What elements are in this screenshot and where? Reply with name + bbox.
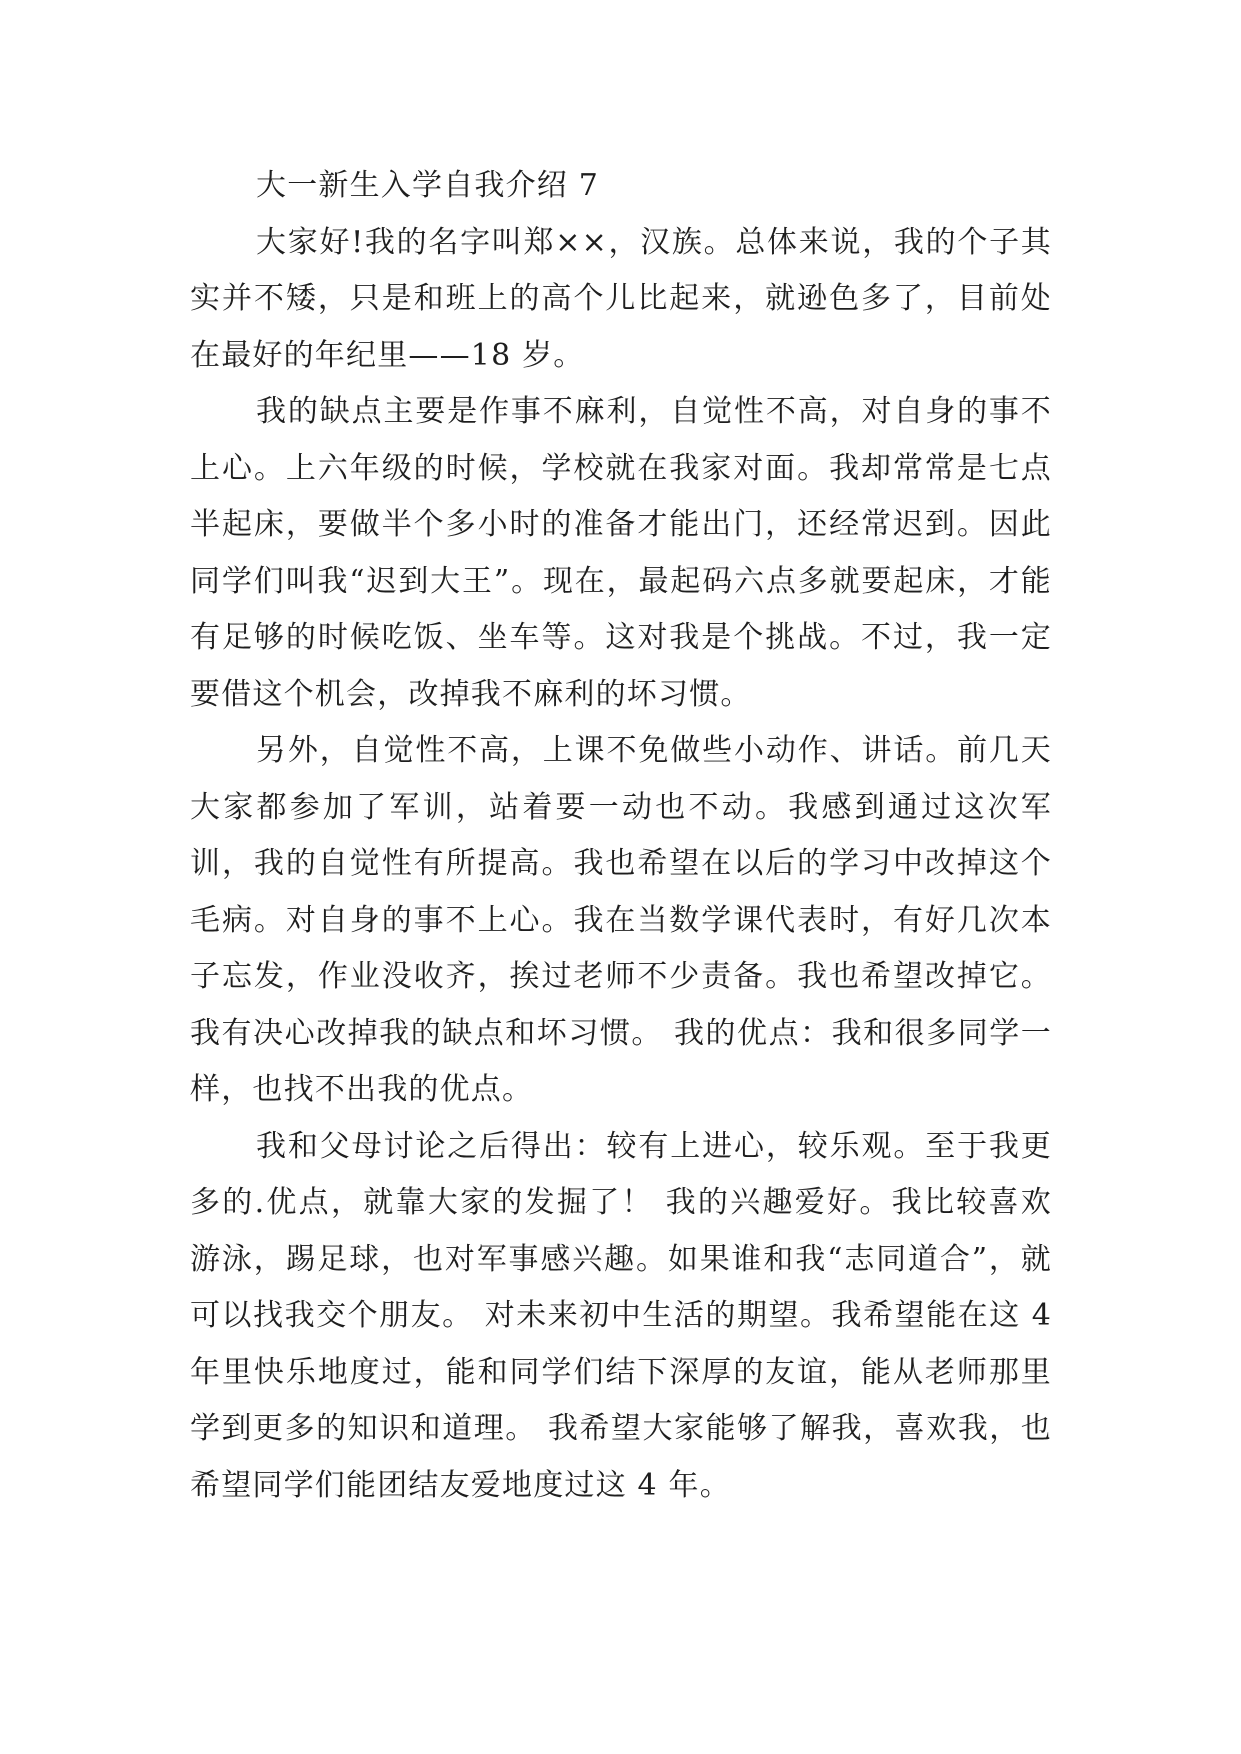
document-title: 大一新生入学自我介绍 7 xyxy=(256,168,600,203)
paragraph-strengths-hobbies: 我和父母讨论之后得出：较有上进心，较乐观。至于我更多的.优点，就靠大家的发掘了！ 我的兴趣爱好。我比较喜欢游泳，踢足球，也对军事感兴趣。如果谁和我“志同道合”，就可以找我交个朋友。 对未来初中生活的期望。我希望能在这 4 年里快乐地度过，能和同学们结下深厚的友谊，能从老师那里学到更多的知识和道理。 我希望大家能够了解我，喜欢我，也希望同学们能团结友爱地度过这 4 年。 xyxy=(190,1128,1052,1503)
document-body xyxy=(190,158,1052,1514)
paragraph-self-discipline: 另外，自觉性不高，上课不免做些小动作、讲话。前几天大家都参加了军训，站着要一动也不动。我感到通过这次军训，我的自觉性有所提高。我也希望在以后的学习中改掉这个毛病。对自身的事不上心。我在当数学课代表时，有好几次本子忘发，作业没收齐，挨过老师不少责备。我也希望改掉它。我有决心改掉我的缺点和坏习惯。 我的优点：我和很多同学一样，也找不出我的优点。 xyxy=(190,733,1052,1107)
paragraph-intro: 大家好!我的名字叫郑××，汉族。总体来说，我的个子其实并不矮，只是和班上的高个儿比起来，就逊色多了，目前处在最好的年纪里——18 岁。 xyxy=(190,224,1052,373)
paragraph-shortcomings: 我的缺点主要是作事不麻利，自觉性不高，对自身的事不上心。上六年级的时候，学校就在我家对面。我却常常是七点半起床，要做半个多小时的准备才能出门，还经常迟到。因此同学们叫我“迟到大王”。现在，最起码六点多就要起床，才能有足够的时候吃饭、坐车等。这对我是个挑战。不过，我一定要借这个机会，改掉我不麻利的坏习惯。 xyxy=(190,394,1052,712)
